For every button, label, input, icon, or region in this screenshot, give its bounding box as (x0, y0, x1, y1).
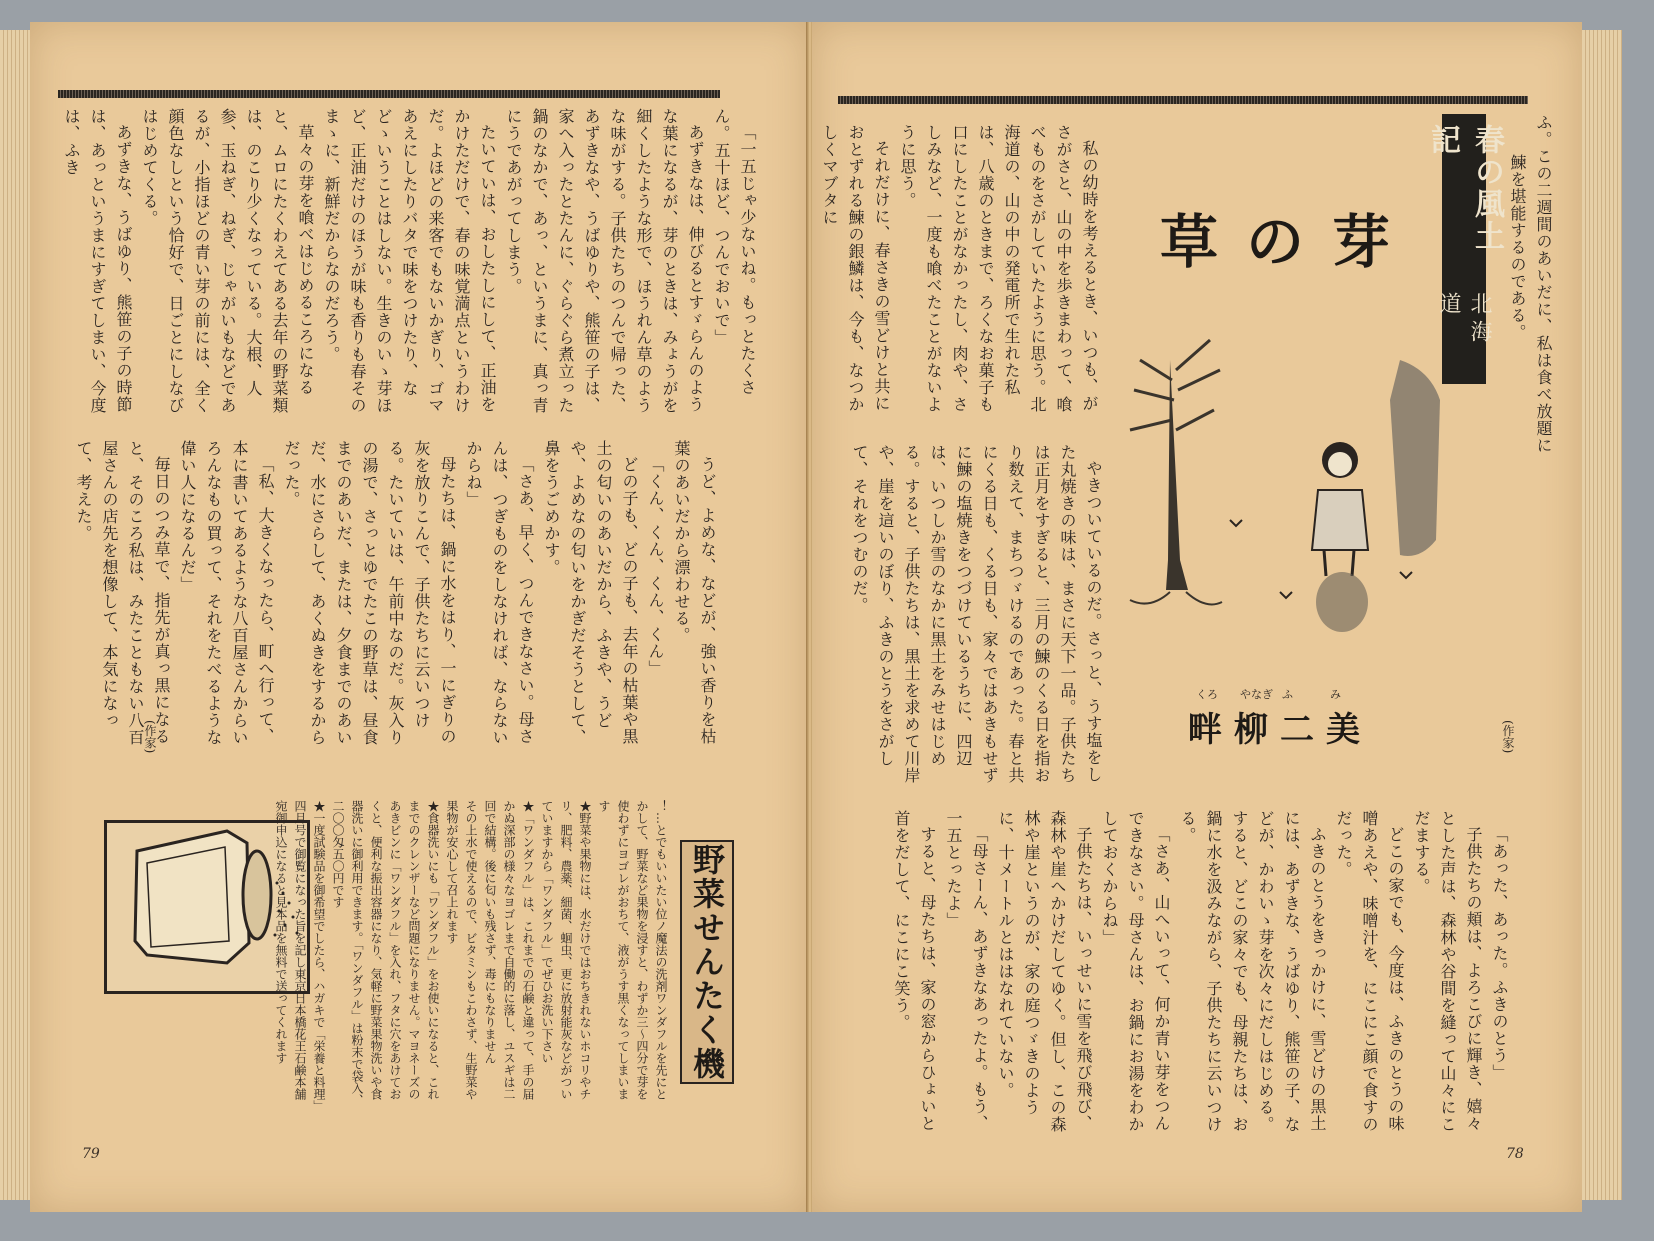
right-page-edge (1582, 30, 1622, 1200)
ad-paragraph: ★食器洗いにも「ワンダフル」をお使いになると、これまでのクレンザーなど問題になりません。マヨネーズのあきビンに「ワンダフル」を入れ、フタに穴をあけておくと、便利な振出容器になり、気軽に野菜果物洗いや食器洗いに御利用できます。「ワンダフル」は粉末で袋入、二〇〇匁五〇円です (331, 800, 440, 1106)
region-label: 北海道 (1436, 292, 1492, 349)
paragraph: 「一五じゃ少ないね。もっとたくさん。五十ほど、つんでおいで」 (712, 108, 757, 396)
paragraph: それだけに、春さきの雪どけと共におとずれる鰊の銀鱗は、今も、なつかしくマブタに (820, 124, 891, 413)
illustration-tree-and-girl (1110, 340, 1450, 640)
paragraph: ふきのとうをきっかけに、雪どけの黒土には、あずきな、うばゆり、熊笹の子、などが、かわいゝ芽を次々にだしはじめる。すると、どこの家々でも、母親たちは、お鍋に水を汲みながら、子供たちに云いつける。 (1178, 810, 1327, 1133)
paragraph: 「私、大きくなったら、町へ行って、本に書いてあるような八百屋さんからいろんなもの買って、それをたべるような偉い人になるんだ」 (178, 440, 275, 746)
paragraph: 「さあ、山へいって、何か青い芽をつんできなさい。母さんは、お鍋にお湯をわかしておくからね」 (1100, 810, 1171, 1133)
ad-paragraph: ★一度試験品を御希望でしたら、ハガキで「栄養と料理」四月号で御覧になった旨を記し東京日本橋花王石鹸本舗宛御申込になると見本品を無料で送ってくれます (274, 800, 326, 1106)
right-lower-text (852, 810, 1512, 1140)
top-rule-left (58, 90, 720, 98)
ad-paragraph: ！…とでもいいたい位ノ魔法の洗剤ワンダフルを先にとかして、野菜など果物を浸すと、わずか三〜四分で芽を使わずにヨゴレがおちて、液がうす黒くなってしまいます (597, 800, 668, 1100)
page-number-right: 78 (1506, 1146, 1524, 1162)
author-ruby: ふ (1282, 688, 1293, 701)
paragraph: どこの家でも、今度は、ふきのとうの味噌あえや、味噌汁を、にこにこ顔で食すのだった。 (1334, 810, 1405, 1133)
paragraph: 子供たちの頬は、よろこびに輝き、嬉々とした声は、森林や谷間を縫って山々にこだまする。 (1412, 810, 1483, 1133)
paragraph: 母たちは、鍋に水をはり、一にぎりの灰を放りこんで、子供たちに云いつける。たいていは、午前中なのだ。灰入りの湯で、さっとゆでたこの野草は、昼食までのあいだ、または、夕食までのあいだ、水にさらして、あくぬきをするからだった。 (282, 440, 457, 746)
paragraph: あずきな、うばゆり、熊笹の子の時節は、あっというまにすぎてしまい、今度は、ふき (62, 108, 133, 414)
paragraph: 「母さーん、あずきなあったよ。もう、一五とったよ」 (944, 810, 989, 1132)
author-ruby: み (1330, 688, 1341, 701)
paragraph: 鰊を堪能するのである。 (1508, 154, 1527, 341)
paragraph: 「あった、あった。ふきのとう」 (1490, 826, 1509, 1081)
paragraph: 私の幼時を考えるとき、いつも、がさがさと、山の中を歩きまわって、喰べものをさがしていたように思う。北海道の、山の中の発電所で生れた私は、八歳のときまで、ろくなお菓子も口にしたことがなかったし、肉や、さしみなど、一度も喰べたことがないように思う。 (898, 124, 1099, 413)
paragraph: やきついているのだ。さっと、うす塩をした丸焼きの味は、まさに天下一品。子供たちは正月をすぎると、三月の鰊のくる日を指おり数えて、まちつゞけるのであった。春と共にくる日も、くる日も、家々ではあきもせずに鰊の塩焼きをつづけているうちに、四辺は、いつしか雪のなかに黒土をみせはじめる。すると、子供たちは、黒土を求めて川岸や、崖を這いのぼり、ふきのとうをさがして、それをつむのだ。 (850, 444, 1103, 784)
author-ruby: くろ (1196, 688, 1218, 701)
right-upper-text (820, 124, 1102, 426)
paragraph: どの子も、どの子も、去年の枯葉や黒土の匂いのあいだから、ふきや、うどや、よめなの匂いをかぎだそうとして、鼻をうごめかす。 (542, 440, 639, 746)
ad-paragraph: ★「ワンダフル」は、これまでの石鹸と違って、手の届かぬ深部の様々なヨゴレまで自働的に落し、ユスギは二回で結構。後に匂いも残さず、毒にもなりません (483, 800, 535, 1100)
margin-credit: (作家) (1501, 720, 1515, 754)
paragraph: 毎日のつみ草で、指先が真っ黒になると、そのころ私は、みたこともない八百屋さんの店先を想像して、本気になって、考えた。 (74, 440, 171, 746)
margin-column (1500, 114, 1556, 634)
paragraph: 「さあ、早く、つんできなさい。母さんは、つぎものをしなければ、ならないからね」 (464, 440, 535, 746)
paragraph: ふ。この二週間のあいだに、私は食べ放題に (1534, 114, 1553, 454)
paragraph: 草々の芽を喰べはじめるころになると、ムロにたくわえてある去年の野菜類は、のこり少くなっている。大根、人参、玉ねぎ、ねぎ、じゃがいもなどであるが、小指ほどの青い芽の前には、全く顔色なしという恰好で、日ごとにしなびはじめてくる。 (140, 108, 315, 414)
ad-title: 野菜せんたく機 (680, 840, 734, 1084)
paragraph: あずきなは、伸びるとすゞらんのような葉になるが、芽のときは、みょうがを細くしたような形で、ほうれん草のような味がする。子供たちのつんで帰った、あずきなや、うばゆりや、熊笹の子は、家へ入ったとたんに、ぐらぐら煮立った鍋のなかで、あっ、というまに、真っ青にうであがってしまう。 (504, 108, 705, 414)
ad-body (104, 800, 670, 1110)
paragraph: うど、よめな、などが、強い香りを枯葉のあいだから漂わせる。 (672, 440, 717, 745)
article-headline: 草の芽 (1160, 208, 1419, 276)
series-title: 春の風土記 (1425, 124, 1504, 252)
paragraph: たいていは、おしたしにして、正油をかけただけで、春の味覚満点というわけだ。よほどの来客でもないかぎり、ゴマあえにしたりバタで味をつけたり、などゝいうことはしない。生きのいゝ芽ほど、正油だけのほうが味も香りも春そのまゝに、新鮮だからなのだろう。 (322, 108, 497, 414)
ad-paragraph: その上水で使えるので、ビタミンもこわさず、生野菜や果物が安心して召上れます (445, 800, 478, 1100)
author-name: 畔柳二美 (1188, 710, 1372, 750)
author-credit: (作家) (143, 720, 157, 754)
paragraph: すると、母たちは、家の窓からひょいと首をだして、にこにこ笑う。 (892, 810, 937, 1132)
right-middle-text (852, 444, 1106, 788)
top-rule-right (838, 96, 1528, 104)
page-number-left: 79 (82, 1146, 100, 1162)
author-ruby: やなぎ (1240, 688, 1273, 701)
left-page-edge (0, 30, 30, 1200)
ad-paragraph: ★野菜や果物には、水だけではおちきれないホコリやチリ、肥料、農薬、細菌、蛔虫、更に放射能灰などがついていますから「ワンダフル」でぜひお洗い下さい (540, 800, 592, 1100)
paragraph: 「くん、くん、くん、くん」 (646, 456, 665, 677)
paragraph: 子供たちは、いっせいに雪を飛び飛び、森林や崖へかけだしてゆく。但し、この森林や崖というのが、家の庭つゞきのように、十メートルとははなれていない。 (996, 810, 1093, 1133)
left-upper-text (60, 108, 760, 420)
